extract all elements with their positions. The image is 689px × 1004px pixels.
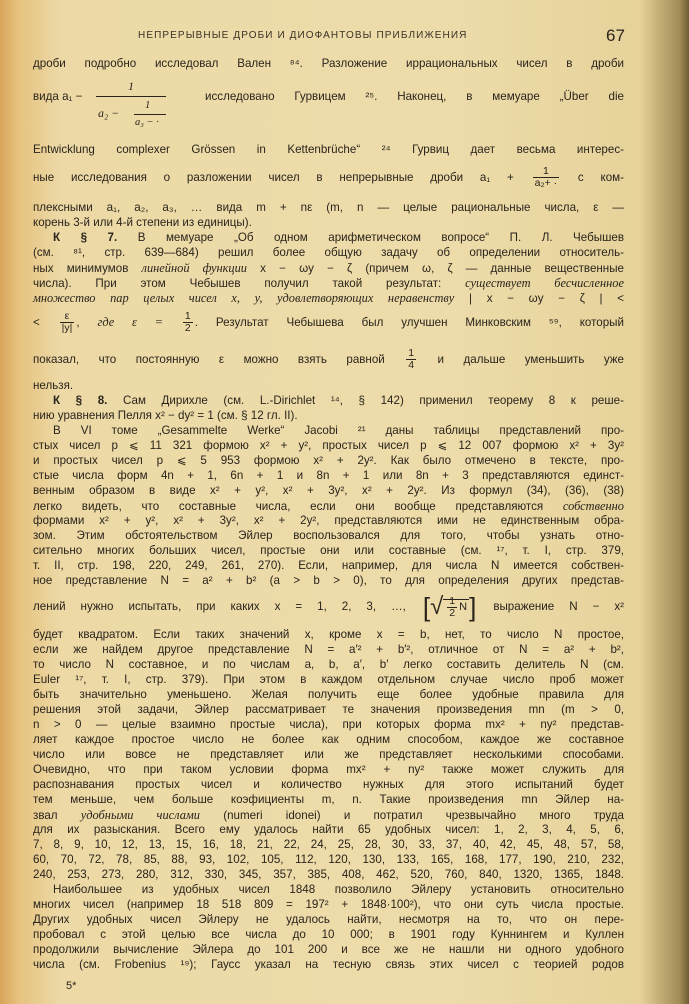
text-run: быть значительно уменьшено. Желая получить еще более удобные правила для [33, 688, 624, 701]
section-label: К § 7. [53, 231, 118, 244]
signature-mark: 5* [66, 980, 77, 992]
text-run: | x − ωy − ζ | < [454, 292, 624, 305]
text-run: показал, что постоянную ε можно взять равной [33, 353, 405, 366]
text-line [53, 424, 624, 438]
text-line [33, 853, 624, 867]
text-line [33, 823, 624, 837]
text-run: 60, 70, 72, 78, 85, 88, 93, 102, 105, 112, 120, 130, 133, 165, 168, 177, 190, 210, 232, [33, 853, 624, 866]
text-run: для их разыскания. Всего ему удалось найти 65 удобных чисел: 1, 2, 3, 4, 5, 6, [33, 823, 624, 836]
text-run: < [33, 316, 58, 329]
fraction [60, 311, 75, 334]
fraction-denominator: 4 [408, 359, 415, 372]
text-line [33, 928, 624, 942]
text-run: и дальше уменьшить уже [418, 353, 624, 366]
text-line [33, 454, 624, 468]
text-line [33, 793, 624, 807]
fraction-denominator: 2 [449, 607, 456, 620]
text-run: Наибольшее из удобных чисел 1848 позволило Эйлеру установить относительно [53, 883, 624, 896]
text-run: В мемуаре „Об одном арифметическом вопросе“ П. Л. Чебышев [117, 231, 624, 244]
fraction [533, 166, 559, 189]
fraction-numerator: ε [60, 311, 75, 323]
italic-text: существует бесчисленное [465, 276, 624, 290]
text-run: если же найдем другое представление N = a′² + b′², отличное от N = a² + b², [33, 643, 624, 656]
integer-part-sqrt [423, 593, 476, 621]
text-line [33, 913, 624, 927]
cf-denominator-1: a₂ − [98, 106, 120, 120]
text-run: распознавания простых чисел и количество нужных для этого испытаний будет [33, 778, 624, 791]
text-line [33, 143, 624, 157]
text-run: венным образом в виде x² + y², x² + 3y², x² + 2y². Из формул (34), (36), (38) [33, 484, 624, 497]
text-line [33, 718, 624, 732]
text-line [33, 529, 624, 543]
text-run: тем меньше, чем больше коэфициенты m, n. Такие произведения mn Эйлер на- [33, 793, 624, 806]
text-run: будет квадратом. Если таких значений x, кроме x = b, нет, то число N простое, [33, 628, 624, 641]
text-run: числа (см. Frobenius ¹⁹); Гаусс указал на тесную связь этих чисел с теорией родов [33, 958, 624, 971]
text-line [33, 291, 624, 305]
text-line [33, 439, 624, 453]
text-run: нельзя. [33, 379, 74, 392]
text-run: n > 0 — целые взаимно простые числа), при которых форма mx² + ny² представ- [33, 718, 624, 731]
text-line [33, 165, 624, 190]
text-line [33, 673, 624, 687]
text-line [33, 469, 624, 483]
text-line [33, 703, 624, 717]
text-line [33, 808, 624, 822]
text-line [33, 958, 624, 972]
text-run: Других удобных чисел Эйлеру не удалось найти, несмотря на то, что он пере- [33, 913, 624, 926]
text-run: (numeri idonei) и потратил чрезвычайно много труда [200, 809, 624, 822]
bracket-left: [ [422, 591, 431, 622]
text-line [33, 748, 624, 762]
text-run: ное представление N = a² + b² (a > b > 0), то для определения других представ- [33, 574, 624, 587]
text-run: стые числа форм 4n + 1, 6n + 1 и 8n + 1 или 8n + 3 представляются единст- [33, 469, 624, 482]
text-run: формами x² + y², x² + 3y², x² + 2y², представляются ими не единственным обра- [33, 514, 624, 527]
text-run: Очевидно, что при таком условии форма mx² + ny² также может служить для [33, 763, 624, 776]
bracket-right: ] [469, 591, 477, 622]
line-1-left: вида a₁ − [33, 90, 83, 103]
italic-text: линейной функции [141, 261, 247, 275]
text-run: легко видеть, что составные числа, если они вообще представляются [33, 500, 563, 513]
text-line [53, 883, 624, 897]
text-run: выражение N − x² [478, 600, 624, 613]
text-run: дроби подробно исследовал Вален ⁸⁴. Разложение иррациональных чисел в дроби [33, 57, 624, 70]
fraction-numerator: 1 [533, 166, 559, 178]
fraction [183, 311, 193, 334]
text-run: 240, 253, 273, 280, 312, 330, 345, 357, 385, 408, 462, 520, 760, 840, 1320, 1365, 1848. [33, 868, 624, 881]
text-run: 7, 8, 9, 10, 12, 13, 15, 16, 18, 21, 22, 24, 25, 28, 30, 33, 37, 40, 42, 45, 48, 57, 58, [33, 838, 624, 851]
italic-text: множество пар целых чисел x, y, удовлетворяющих неравенству [33, 291, 455, 305]
text-run: зом. Этим обстоятельством Эйлер воспользовался для того, чтобы узнать отно- [33, 529, 624, 542]
text-run: x − ωy − ζ (причем ω, ζ — данные вещественные [247, 262, 624, 275]
text-run: корень 3-й или 4-й степени из единицы). [33, 216, 252, 229]
text-run: ляет каждое простое число не более как одним способом, каждое же составное [33, 733, 624, 746]
sqrt-sign-icon: √ [430, 592, 444, 620]
cf-denominator-2: a₃ − · [135, 117, 159, 128]
text-run: то число N составное, и по числам a, b, a′, b′ легко составить делитель N (см. [33, 658, 624, 671]
text-line [33, 216, 624, 230]
text-run: звал [33, 809, 81, 822]
text-run: Euler ¹⁷, т. I, стр. 379). При этом в каждом отдельном случае число проб может [33, 673, 624, 686]
text-run: число или вовсе не представляет или же представляет несколькими способами. [33, 748, 624, 761]
fraction-denominator: 2 [184, 322, 191, 335]
fraction-denominator: |y| [61, 322, 73, 335]
fraction [406, 348, 416, 371]
text-run: многих чисел (например 18 518 809 = 197² + 1848·100²), что они суть числа простые. [33, 898, 624, 911]
text-line [33, 559, 624, 573]
text-run: Entwicklung complexer Grössen in Kettenbrüche“ ²⁴ Гурвиц дает весьма интерес- [33, 143, 624, 156]
text-line [33, 574, 624, 588]
text-run: сительно многих больших чисел, простые они или составные (см. ¹⁷, т. I, стр. 379, [33, 544, 624, 557]
italic-text: удобными числами [80, 808, 201, 822]
text-line [33, 898, 624, 912]
text-line [33, 628, 624, 642]
radicand [443, 595, 469, 620]
text-run: стых чисел p ⩽ 11 321 формою x² + y², простых чисел p ⩽ 12 007 формою x² + 3y² [33, 439, 624, 452]
text-line [33, 201, 624, 215]
text-line [33, 484, 624, 498]
fraction-denominator: a₂+ · [534, 177, 558, 190]
fraction-numerator: 1 [408, 347, 415, 360]
text-run: числа). При этом Чебышев получил такой результат: [33, 277, 466, 290]
text-line [33, 261, 624, 275]
italic-text: собственно [562, 499, 624, 513]
text-line [33, 868, 624, 882]
text-line [33, 514, 624, 528]
text-run: , [76, 316, 98, 329]
text-line [33, 347, 624, 372]
text-line [53, 394, 624, 408]
text-line [33, 688, 624, 702]
text-run [163, 316, 181, 329]
text-line [33, 733, 624, 747]
running-header: НЕПРЕРЫВНЫЕ ДРОБИ И ДИОФАНТОВЫ ПРИБЛИЖЕНИЯ [138, 30, 468, 41]
cf-numerator-2: 1 [145, 100, 151, 111]
text-line [33, 544, 624, 558]
text-line [33, 943, 624, 957]
text-line [33, 778, 624, 792]
text-run: с ком- [561, 171, 624, 184]
text-run: продолжили вычисление Эйлера до 101 200 и все же не нашли ни одного удобного [33, 943, 624, 956]
text-line [33, 310, 624, 335]
fraction-numerator: 1 [184, 310, 191, 323]
radicand-variable: N [459, 601, 468, 614]
text-run: Сам Дирихле (см. L.-Dirichlet ¹⁴, § 142) применил теорему 8 к реше- [107, 394, 624, 407]
text-run: . Результат Чебышева был улучшен Минковским ⁵⁹, который [194, 316, 624, 329]
text-line [33, 499, 624, 513]
text-line [33, 276, 624, 290]
cf-numerator-1: 1 [128, 79, 134, 93]
italic-text: где ε = [97, 315, 164, 329]
text-run: решения этой задачи, Эйлер рассматривает те значения произведения mn (m > 0, [33, 703, 624, 716]
text-line [53, 231, 624, 245]
text-line [33, 57, 624, 71]
text-run: В VI томе „Gesammelte Werke“ Jacobi ²¹ даны таблицы представлений про- [53, 424, 624, 437]
text-line [33, 838, 624, 852]
fraction-bar [134, 114, 166, 115]
text-run: и простых чисел p ⩽ 5 953 формою x² + 2y². Как было отмечено в тексте, про- [33, 454, 624, 467]
text-run: (см. ⁸¹, стр. 639—684) решил более общую задачу об определении относитель- [33, 246, 624, 259]
text-run: плексными a₁, a₂, a₃, … вида m + nε (m, n — целые рациональные числа, ε — [33, 201, 624, 214]
text-run: лений нужно испытать, при каких x = 1, 2, 3, …, [33, 600, 421, 613]
text-run: нию уравнения Пелля x² − dy² = 1 (см. § 12 гл. II). [33, 409, 298, 422]
text-line [33, 246, 624, 260]
fraction [447, 596, 457, 619]
text-line [33, 658, 624, 672]
fraction-bar [96, 96, 166, 97]
text-run: ных минимумов [33, 262, 142, 275]
text-run: ные исследования о разложении чисел в непрерывные дроби a₁ + [33, 171, 531, 184]
text-line [33, 643, 624, 657]
text-line [33, 409, 624, 423]
text-line [33, 591, 624, 622]
section-label: К § 8. [53, 394, 108, 407]
text-run: т. II, стр. 198, 220, 249, 261, 270). Если, например, для числа N имеется собствен- [33, 559, 624, 572]
text-line [33, 763, 624, 777]
fraction-numerator: 1 [449, 595, 456, 608]
text-line [33, 379, 624, 393]
line-1-right: исследовано Гурвицем ²⁵. Наконец, в мемуаре „Über die [205, 90, 624, 103]
text-run: пробовал с этой целью все числа до 10 000; в 1901 году Куннингем и Куллен [33, 928, 624, 941]
page-number: 67 [606, 26, 625, 45]
